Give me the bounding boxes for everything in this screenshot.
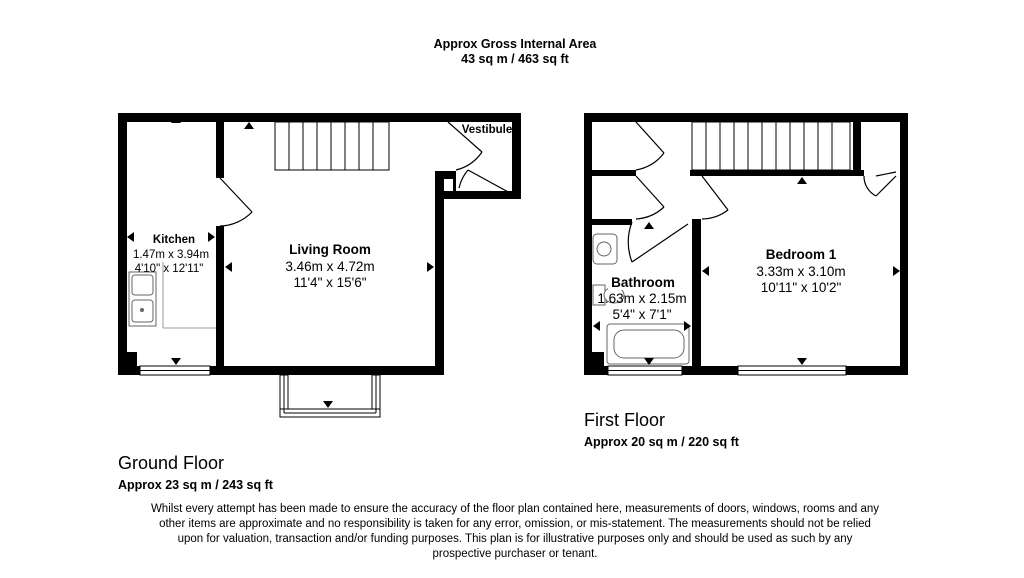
dimension-arrow — [644, 222, 654, 229]
wall — [435, 171, 453, 179]
wall — [592, 170, 636, 176]
dimension-arrow — [323, 401, 333, 408]
wall — [435, 171, 444, 375]
living-room-metric: 3.46m x 4.72m — [285, 259, 375, 274]
wall — [692, 219, 701, 375]
ground-floor-title: Ground Floor — [118, 453, 225, 473]
kitchen-label: Kitchen — [152, 234, 196, 246]
dimension-arrow — [225, 262, 232, 272]
disclaimer-text: Whilst every attempt has been made to ensure the accuracy of the floor plan contained here, measurements of doors, windows, rooms and any other items are approximate and no responsibility is taken for any error, omission, or mis-statement. The measurements should not be relied upon for valuation, transaction and/or funding purposes. This plan is for illustrative purposes only and should be used as such by any prospective purchaser or tenant. — [150, 503, 880, 560]
dimension-arrow — [208, 232, 215, 242]
living-room-imperial: 11'4" x 15'6" — [293, 275, 367, 290]
front-door — [459, 170, 510, 193]
cupboard-door — [636, 176, 664, 219]
wall — [118, 352, 137, 374]
wall — [853, 113, 861, 176]
bathroom-metric: 1.63m x 2.15m — [597, 291, 687, 306]
wall — [453, 171, 456, 191]
bathroom-door — [628, 222, 688, 262]
wall — [118, 113, 127, 375]
kitchen-sink — [129, 272, 156, 326]
bedroom1-imperial: 10'11" x 10'2" — [760, 280, 842, 295]
bedroom1-metric: 3.33m x 3.10m — [756, 264, 846, 279]
dimension-arrow — [797, 177, 807, 184]
first-floor-area: Approx 20 sq m / 220 sq ft — [584, 435, 739, 449]
ground-floor-area: Approx 23 sq m / 243 sq ft — [118, 478, 273, 492]
wall — [584, 352, 604, 374]
wall — [900, 113, 908, 375]
staircase — [275, 122, 389, 170]
bathroom-imperial: 5'4" x 7'1" — [612, 307, 672, 322]
gross-area-value: 43 sq m / 463 sq ft — [461, 52, 569, 66]
dimension-arrow — [171, 358, 181, 365]
dimension-arrow — [593, 321, 600, 331]
wall — [216, 226, 224, 375]
wall — [584, 113, 592, 375]
dimension-arrow — [797, 358, 807, 365]
cupboard-door — [864, 172, 896, 196]
bathroom-basin — [593, 234, 617, 264]
bathroom-label: Bathroom — [611, 275, 675, 290]
vestibule-label: Vestibule — [461, 124, 513, 136]
dimension-arrow — [244, 122, 254, 129]
first-floor-plan — [584, 113, 908, 375]
ground-floor-plan — [118, 113, 521, 417]
staircase — [692, 122, 850, 170]
dimension-arrow — [702, 266, 709, 276]
dimension-arrow — [427, 262, 434, 272]
living-room-label: Living Room — [289, 242, 371, 257]
kitchen-door — [220, 178, 252, 226]
bedroom1-label: Bedroom 1 — [765, 247, 837, 262]
dimension-arrow — [127, 232, 134, 242]
kitchen-metric: 1.47m x 3.94m — [132, 249, 210, 261]
bedroom-door — [702, 176, 728, 219]
gross-area-title: Approx Gross Internal Area — [433, 37, 597, 51]
wall — [690, 170, 702, 176]
first-floor-title: First Floor — [584, 410, 665, 430]
wall — [692, 170, 864, 176]
cupboard-door — [636, 122, 664, 170]
wall — [216, 113, 224, 178]
wall — [592, 219, 632, 225]
kitchen-imperial: 4'10" x 12'11" — [134, 263, 204, 275]
dimension-arrow — [893, 266, 900, 276]
wall — [512, 113, 521, 199]
